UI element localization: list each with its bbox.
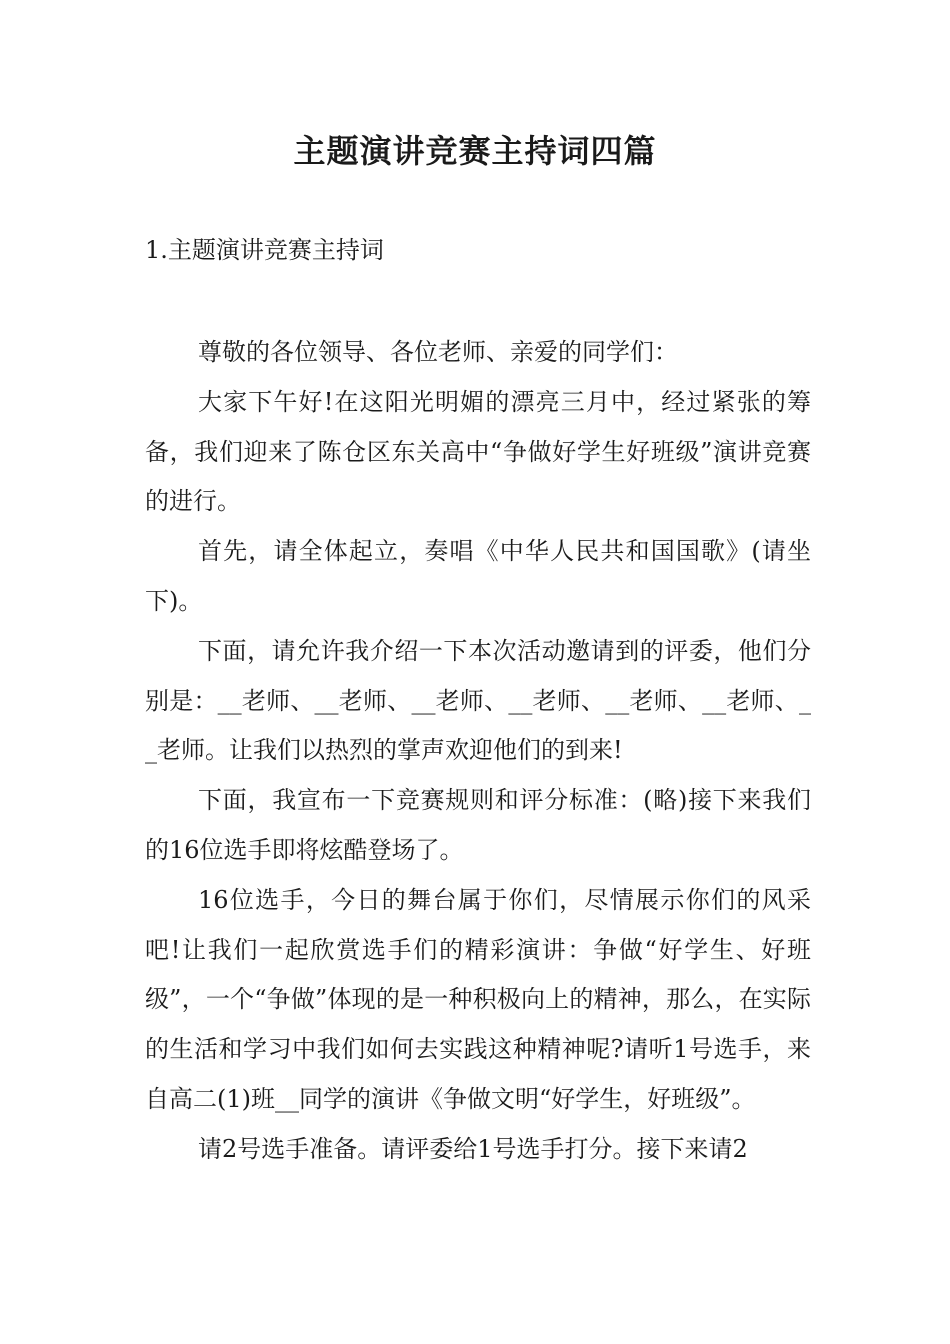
- paragraph-next: 请2号选手准备。请评委给1号选手打分。接下来请2: [198, 1134, 748, 1163]
- paragraph-welcome: 大家下午好!在这阳光明媚的漂亮三月中，经过紧张的筹备，我们迎来了陈仓区东关高中“争做好学生好班级”演讲竞赛的进行。: [145, 387, 811, 516]
- document-title: 主题演讲竞赛主持词四篇: [293, 132, 657, 170]
- paragraph-rules: 下面，我宣布一下竞赛规则和评分标准：(略)接下来我们的16位选手即将炫酷登场了。: [145, 786, 811, 864]
- body-text: [145, 328, 811, 1175]
- paragraph-contestants: 16位选手，今日的舞台属于你们，尽情展示你们的风采吧!让我们一起欣赏选手们的精彩演讲：争做“好学生、好班级”，一个“争做”体现的是一种积极向上的精神，那么，在实际的生活和学习中我们如何去实践这种精神呢?请听1号选手，来自高二(1)班__同学的演讲《争做文明“好学生，好班级”。: [145, 885, 811, 1113]
- section-heading: 1.主题演讲竞赛主持词: [145, 236, 384, 264]
- paragraph-greeting: 尊敬的各位领导、各位老师、亲爱的同学们：: [198, 338, 678, 366]
- paragraph-anthem: 首先，请全体起立，奏唱《中华人民共和国国歌》(请坐下)。: [145, 537, 811, 615]
- paragraph-judges: 下面，请允许我介绍一下本次活动邀请到的评委，他们分别是：__老师、__老师、__老师、__老师、__老师、__老师、__老师。让我们以热烈的掌声欢迎他们的到来!: [145, 636, 811, 765]
